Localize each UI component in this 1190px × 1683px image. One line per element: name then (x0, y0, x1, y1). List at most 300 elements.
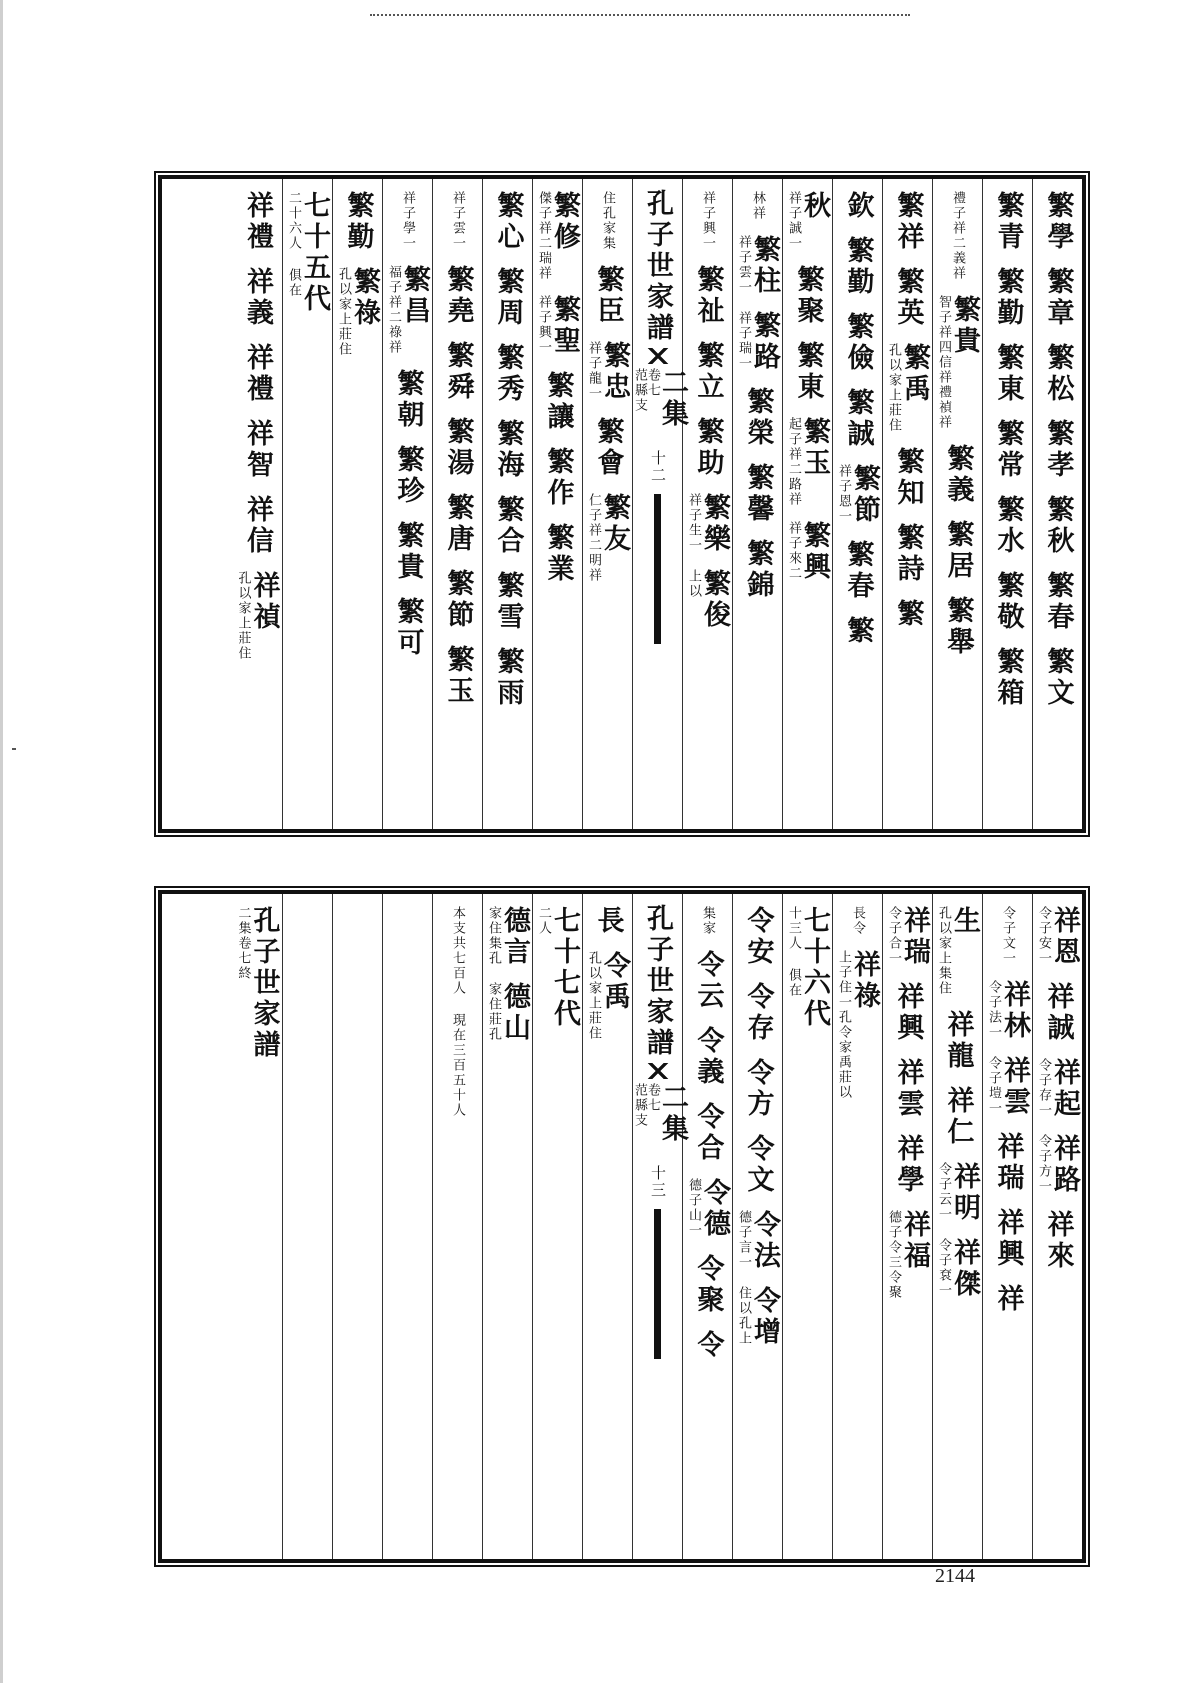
person-name: 祥起 (1049, 1058, 1080, 1120)
genealogy-entry (944, 520, 972, 582)
person-name: 長 (592, 906, 624, 937)
person-name: 祥義 (242, 267, 273, 329)
genealogy-entry (987, 1056, 1028, 1118)
person-note: 祥子瑞一 (736, 311, 751, 371)
genealogy-column (832, 894, 882, 1559)
person-name: 秋 (799, 191, 830, 222)
genealogy-entry (744, 463, 772, 525)
person-name: 祥路 (1049, 1134, 1080, 1196)
person-name: 繁忠 (599, 341, 630, 403)
genealogy-entry (487, 906, 528, 968)
person-name: 祥興 (992, 1208, 1024, 1270)
genealogy-column (432, 179, 482, 829)
genealogy-entry (494, 343, 522, 405)
genealogy-entry (737, 1210, 778, 1272)
genealogy-entry (701, 191, 714, 251)
genealogy-column (482, 179, 532, 829)
person-name: 令禹 (599, 951, 630, 1013)
person-note: 令子存一 (1036, 1058, 1051, 1118)
person-name: 繁勤 (342, 191, 374, 253)
genealogy-entry (744, 1058, 772, 1120)
genealogy-entry (737, 235, 778, 297)
book-spine-column (632, 894, 688, 1559)
person-note: 十三人 俱在 (786, 906, 801, 998)
genealogy-entry (1044, 191, 1072, 253)
genealogy-entry (744, 982, 772, 1044)
genealogy-entry (844, 236, 872, 298)
person-name: 繁學 (1042, 191, 1074, 253)
genealogy-entry (694, 265, 722, 327)
person-name: 欽 (842, 191, 874, 222)
person-note: 德子令三令聚 (886, 1210, 901, 1300)
genealogy-page-block-lower (158, 890, 1086, 1563)
genealogy-entry (944, 596, 972, 658)
person-name: 繁玉 (442, 645, 474, 707)
person-name: 繁柱 (749, 235, 780, 297)
person-name: 繁知 (892, 447, 924, 509)
person-name: 令德 (699, 1178, 730, 1240)
person-name: 繁居 (942, 520, 974, 582)
person-name: 繁誠 (842, 388, 874, 450)
person-name: 繁松 (1042, 343, 1074, 405)
person-name: 繁章 (1042, 267, 1074, 329)
person-name: 祥學 (892, 1134, 924, 1196)
person-name: 祥智 (242, 419, 273, 481)
person-name: 祥恩 (1049, 906, 1080, 968)
genealogy-entry (494, 267, 522, 329)
scan-speck (12, 748, 16, 750)
person-name: 繁助 (692, 417, 724, 479)
genealogy-entry (601, 191, 614, 251)
person-name: 繁堯 (442, 265, 474, 327)
genealogy-column (982, 894, 1032, 1559)
scan-noise (370, 8, 910, 16)
person-name: 繁湯 (442, 417, 474, 479)
genealogy-entry (494, 571, 522, 633)
person-name: 祥瑞 (992, 1132, 1024, 1194)
person-name: 繁樂 (699, 493, 730, 555)
genealogy-entry (844, 540, 872, 602)
genealogy-column (682, 179, 732, 829)
person-note: 孔以家上集住 (936, 906, 951, 996)
genealogy-entry (444, 341, 472, 403)
genealogy-entry (887, 1210, 928, 1300)
person-name: 繁春 (842, 540, 874, 602)
person-name: 祥禮 (242, 191, 273, 253)
genealogy-column (532, 179, 582, 829)
person-note: 祥子來二 (786, 521, 801, 581)
person-note: 祥子誠一 (786, 191, 801, 251)
genealogy-entry (444, 265, 472, 327)
genealogy-entry (544, 371, 572, 433)
person-name: 令存 (742, 982, 774, 1044)
person-name: 繁節 (442, 569, 474, 631)
person-note: 二十六人 俱在 (286, 191, 301, 298)
person-note: 住以孔上 (736, 1286, 751, 1346)
genealogy-entry (994, 343, 1022, 405)
fish-tail-mark (640, 348, 676, 364)
genealogy-entry (894, 982, 922, 1044)
person-name: 七十五代 (299, 191, 330, 315)
person-note: 祥子恩一 (836, 464, 851, 524)
genealogy-entry (394, 521, 422, 583)
person-note: 令子方一 (1036, 1134, 1051, 1194)
genealogy-entry (1044, 419, 1072, 481)
person-note: 本支共七百人 現在三百五十人 (450, 906, 465, 1118)
genealogy-entry (937, 1162, 978, 1224)
person-note: 祥子龍一 (586, 341, 601, 401)
person-note: 禮子祥二義祥 (950, 191, 965, 281)
genealogy-entry (994, 1132, 1022, 1194)
person-name: 繁朝 (392, 369, 424, 431)
genealogy-entry (451, 191, 464, 251)
genealogy-entry (894, 267, 922, 329)
genealogy-entry (837, 950, 878, 1100)
genealogy-entry (994, 1208, 1022, 1270)
genealogy-entry (987, 980, 1028, 1042)
genealogy-entry (1037, 906, 1078, 968)
genealogy-entry (787, 417, 828, 507)
genealogy-entry (794, 265, 822, 327)
person-name: 繁英 (892, 267, 924, 329)
genealogy-column (882, 894, 932, 1559)
spine-meta (629, 368, 686, 430)
genealogy-column (282, 179, 332, 829)
genealogy-entry (687, 493, 728, 555)
genealogy-entry (687, 569, 728, 631)
person-note: 祥子興一 (536, 295, 551, 355)
genealogy-entry (1044, 495, 1072, 557)
person-name: 令增 (749, 1286, 780, 1348)
genealogy-entry (787, 521, 828, 583)
genealogy-entry (487, 982, 528, 1044)
person-note: 上子住一孔令家禹莊以 (836, 950, 851, 1100)
genealogy-entry (737, 311, 778, 373)
person-name: 繁作 (542, 447, 574, 509)
person-name: 祥來 (1042, 1210, 1074, 1272)
spine-bar (654, 1209, 661, 1359)
genealogy-entry (894, 191, 922, 253)
person-name: 繁貴 (949, 295, 980, 357)
person-note: 仁子祥二明祥 (586, 493, 601, 583)
person-name: 繁馨 (742, 463, 774, 525)
person-name: 七十六代 (799, 906, 830, 1030)
person-name: 繁心 (492, 191, 524, 253)
person-name: 祥祿 (849, 950, 880, 1012)
genealogy-entry (944, 1086, 972, 1148)
genealogy-entry (687, 1178, 728, 1240)
genealogy-entry (401, 191, 414, 251)
genealogy-column (382, 179, 432, 829)
person-note: 孔以家上莊住 (886, 343, 901, 433)
person-note: 二集卷七終 (235, 906, 251, 981)
person-name: 繁孝 (1042, 419, 1074, 481)
person-name: 令方 (742, 1058, 774, 1120)
person-name: 祥 (992, 1284, 1024, 1315)
genealogy-entry (951, 191, 964, 281)
person-name: 繁雪 (492, 571, 524, 633)
genealogy-entry (537, 295, 578, 357)
person-note: 祥子生一 (686, 493, 701, 553)
genealogy-entry (851, 906, 864, 936)
person-name: 繁文 (1042, 647, 1074, 709)
genealogy-entry (1044, 982, 1072, 1044)
genealogy-entry (937, 1238, 978, 1300)
genealogy-entry (737, 1286, 778, 1348)
person-name: 令文 (742, 1134, 774, 1196)
genealogy-entry (243, 343, 271, 405)
genealogy-entry (537, 191, 578, 281)
person-note: 孔以家上莊住 (586, 951, 601, 1041)
genealogy-entry (587, 951, 628, 1041)
genealogy-column (732, 179, 782, 829)
person-note: 令子安一 (1036, 906, 1051, 966)
book-title: 孔子世家譜 (642, 904, 673, 1059)
genealogy-entry (994, 191, 1022, 253)
genealogy-entry (787, 191, 828, 251)
genealogy-column (782, 179, 832, 829)
genealogy-entry (537, 906, 578, 1030)
genealogy-column (532, 894, 582, 1559)
person-name: 繁水 (992, 495, 1024, 557)
person-note: 家住集孔 (486, 906, 501, 966)
person-name: 繁祥 (892, 191, 924, 253)
spine-meta (629, 1083, 686, 1145)
genealogy-entry (494, 647, 522, 709)
genealogy-column (332, 179, 382, 829)
person-name: 令安 (742, 906, 774, 968)
person-name: 繁秀 (492, 343, 524, 405)
genealogy-entry (594, 906, 622, 937)
person-name: 繁常 (992, 419, 1024, 481)
person-name: 繁俊 (699, 569, 730, 631)
genealogy-entry (243, 419, 271, 481)
genealogy-entry (1044, 267, 1072, 329)
person-note: 德子山一 (686, 1178, 701, 1238)
person-name: 繁東 (792, 341, 824, 403)
person-name: 繁海 (492, 419, 524, 481)
genealogy-entry (444, 569, 472, 631)
genealogy-entry (694, 417, 722, 479)
person-name: 祥誠 (1042, 982, 1074, 1044)
genealogy-column (932, 179, 982, 829)
person-note: 集家 (700, 906, 715, 936)
genealogy-column (882, 179, 932, 829)
genealogy-entry (1037, 1058, 1078, 1120)
genealogy-entry (594, 417, 622, 479)
genealogy-entry (887, 343, 928, 433)
genealogy-entry (887, 906, 928, 968)
person-name: 繁臣 (592, 265, 624, 327)
person-name: 繁祉 (692, 265, 724, 327)
genealogy-entry (1044, 571, 1072, 633)
person-name: 繁禹 (899, 343, 930, 405)
genealogy-column (482, 894, 532, 1559)
genealogy-entry (994, 495, 1022, 557)
person-note: 二人 (536, 906, 551, 936)
genealogy-entry (744, 387, 772, 449)
genealogy-entry (594, 265, 622, 327)
genealogy-entry (787, 906, 828, 1030)
person-name: 孔子世家譜 (248, 906, 280, 1061)
genealogy-entry (243, 267, 271, 329)
person-name: 繁會 (592, 417, 624, 479)
genealogy-column (582, 179, 632, 829)
genealogy-entry (1044, 1210, 1072, 1272)
genealogy-entry (544, 447, 572, 509)
genealogy-entry (701, 906, 714, 936)
person-note: 住孔家集 (600, 191, 615, 251)
genealogy-entry (587, 341, 628, 403)
genealogy-entry (494, 419, 522, 481)
person-note: 祥子學一 (400, 191, 415, 251)
person-name: 祥福 (899, 1210, 930, 1272)
genealogy-column (232, 894, 282, 1559)
genealogy-entry (544, 523, 572, 585)
genealogy-entry (994, 267, 1022, 329)
person-name: 繁勤 (992, 267, 1024, 329)
person-name: 繁雨 (492, 647, 524, 709)
person-name: 祥興 (892, 982, 924, 1044)
person-name: 繁義 (942, 444, 974, 506)
spine-bar (654, 494, 661, 644)
person-name: 繁立 (692, 341, 724, 403)
volume-label: 卷七 (645, 1083, 660, 1113)
person-name: 祥傑 (949, 1238, 980, 1300)
genealogy-entry (394, 597, 422, 659)
person-name: 繁舉 (942, 596, 974, 658)
genealogy-entry (944, 444, 972, 506)
genealogy-entry (844, 312, 872, 374)
book-sub: 二集 (657, 368, 688, 430)
person-name: 祥雲 (999, 1056, 1030, 1118)
genealogy-entry (944, 1010, 972, 1072)
person-name: 繁 (892, 599, 924, 630)
person-name: 繁祿 (349, 267, 380, 329)
genealogy-entry (994, 1284, 1022, 1315)
genealogy-entry (837, 464, 878, 526)
genealogy-entry (494, 495, 522, 557)
genealogy-column (1032, 894, 1082, 1559)
person-name: 德山 (499, 982, 530, 1044)
genealogy-entry (751, 191, 764, 221)
person-name: 繁友 (599, 493, 630, 555)
person-note: 祥子雲一 (450, 191, 465, 251)
genealogy-entry (694, 950, 722, 1012)
genealogy-entry (894, 523, 922, 585)
genealogy-entry (451, 906, 464, 1118)
genealogy-entry (237, 906, 278, 1061)
person-name: 繁勤 (842, 236, 874, 298)
person-name: 繁青 (992, 191, 1024, 253)
genealogy-entry (587, 493, 628, 583)
person-name: 繁合 (492, 495, 524, 557)
person-name: 令聚 (692, 1254, 724, 1316)
genealogy-entry (243, 495, 271, 557)
person-name: 繁興 (799, 521, 830, 583)
person-name: 德言 (499, 906, 530, 968)
genealogy-column (382, 894, 432, 1559)
genealogy-entry (694, 1330, 722, 1361)
genealogy-entry (894, 599, 922, 630)
person-name: 生 (949, 906, 980, 937)
genealogy-entry (243, 191, 271, 253)
fish-tail-mark (640, 1063, 676, 1079)
person-note: 令子合一 (886, 906, 901, 966)
person-name: 繁讓 (542, 371, 574, 433)
genealogy-entry (344, 191, 372, 253)
person-name: 祥禮 (242, 343, 273, 405)
person-name: 繁春 (1042, 571, 1074, 633)
genealogy-entry (894, 447, 922, 509)
branch-label: 范縣支 (632, 368, 647, 413)
genealogy-entry (1044, 647, 1072, 709)
genealogy-entry (744, 906, 772, 968)
person-name: 繁珍 (392, 445, 424, 507)
genealogy-entry (694, 1102, 722, 1164)
person-name: 繁貴 (392, 521, 424, 583)
person-name: 令法 (749, 1210, 780, 1272)
page-number: 十三 (649, 1165, 667, 1199)
genealogy-entry (937, 295, 978, 430)
person-name: 祥信 (242, 495, 273, 557)
genealogy-entry (394, 369, 422, 431)
genealogy-entry (994, 571, 1022, 633)
genealogy-column (732, 894, 782, 1559)
genealogy-entry (694, 1026, 722, 1088)
person-name: 繁可 (392, 597, 424, 659)
genealogy-entry (894, 1134, 922, 1196)
person-name: 繁節 (849, 464, 880, 526)
person-note: 德子言一 (736, 1210, 751, 1270)
person-note: 令子云一 (936, 1162, 951, 1222)
genealogy-column (832, 179, 882, 829)
person-name: 祥禎 (248, 571, 280, 633)
person-name: 繁聚 (792, 265, 824, 327)
person-name: 令義 (692, 1026, 724, 1088)
person-note: 令子文一 (1000, 906, 1015, 966)
person-name: 繁錦 (742, 539, 774, 601)
person-note: 上以 (686, 569, 701, 599)
person-name: 祥雲 (892, 1058, 924, 1120)
person-name: 繁敬 (992, 571, 1024, 633)
person-name: 繁玉 (799, 417, 830, 479)
genealogy-column (282, 894, 332, 1559)
scan-page-number: 2144 (935, 1565, 975, 1587)
genealogy-entry (494, 191, 522, 253)
person-name: 祥仁 (942, 1086, 974, 1148)
genealogy-entry (387, 265, 428, 355)
person-note: 傑子祥二瑞祥 (536, 191, 551, 281)
book-title: 孔子世家譜 (642, 189, 673, 344)
person-name: 繁東 (992, 343, 1024, 405)
person-name: 令云 (692, 950, 724, 1012)
person-note: 祥子興一 (700, 191, 715, 251)
genealogy-entry (287, 191, 328, 315)
person-name: 祥瑞 (899, 906, 930, 968)
person-note: 令子法一 (986, 980, 1001, 1040)
person-name: 繁榮 (742, 387, 774, 449)
genealogy-entry (744, 539, 772, 601)
genealogy-entry (844, 616, 872, 647)
genealogy-page-block-upper (158, 175, 1086, 833)
genealogy-entry (237, 571, 278, 661)
genealogy-entry (1044, 343, 1072, 405)
genealogy-column (782, 894, 832, 1559)
person-name: 繁聖 (549, 295, 580, 357)
genealogy-column (1032, 179, 1082, 829)
genealogy-column (582, 894, 632, 1559)
